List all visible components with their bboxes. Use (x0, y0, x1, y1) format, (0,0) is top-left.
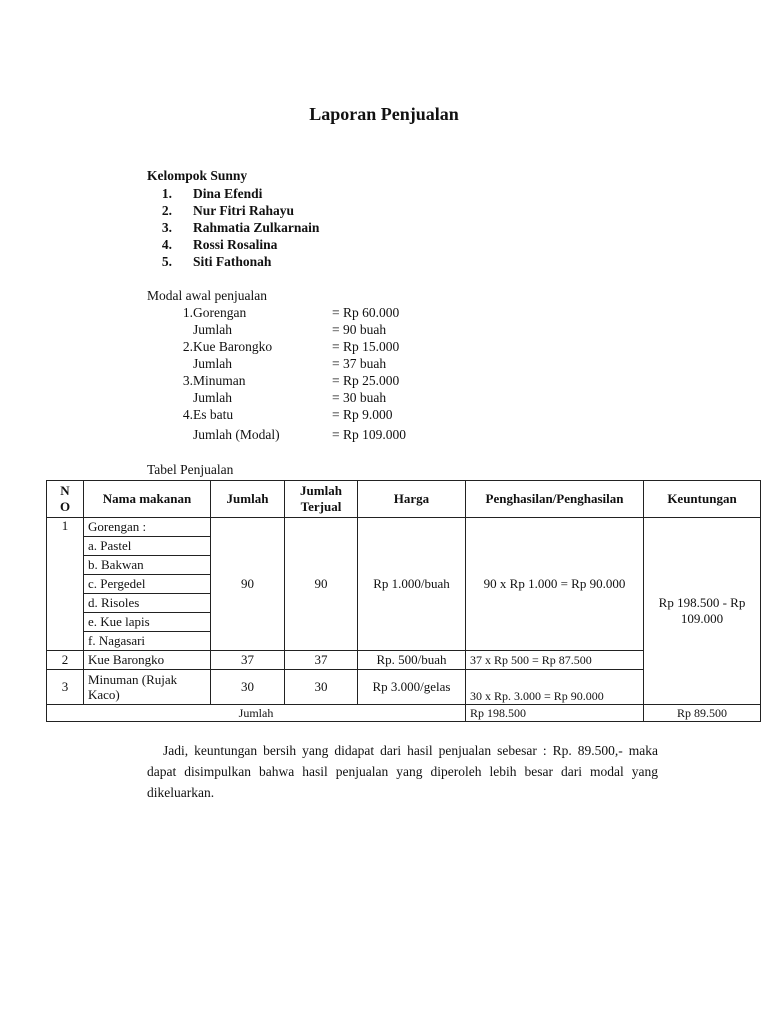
conclusion-paragraph: Jadi, keuntungan bersih yang didapat dari hasil penjualan sebesar : Rp. 89.500,- maka dapat disimpulkan bahwa hasil penjualan yang diperoleh lebih besar dari modal yang dikeluarkan. (147, 743, 658, 800)
footer-keuntungan: Rp 89.500 (644, 705, 761, 722)
modal-item: 4. Es batu = Rp 9.000 (182, 407, 393, 422)
table-footer-row (47, 705, 761, 722)
modal-total-value: = Rp 109.000 (332, 427, 406, 442)
subitem-name: b. Bakwan (84, 556, 211, 575)
row-jumlah: 30 (211, 670, 285, 705)
table-header-row (47, 481, 761, 518)
header-no: N O (47, 481, 84, 518)
subitem-name: d. Risoles (84, 594, 211, 613)
sales-table (46, 480, 761, 722)
header-keuntungan: Keuntungan (644, 481, 761, 518)
modal-item-name: Gorengan (193, 305, 247, 320)
member-list (147, 185, 319, 270)
row-jumlah: 37 (211, 651, 285, 670)
row-terjual: 30 (285, 670, 358, 705)
modal-item-name: Kue Barongko (193, 339, 273, 354)
table-row (47, 518, 761, 537)
row-name: Gorengan : (84, 518, 211, 537)
subitem-name: f. Nagasari (84, 632, 211, 651)
modal-section (147, 287, 406, 443)
row-terjual: 90 (285, 518, 358, 651)
header-name: Nama makanan (84, 481, 211, 518)
row-name: Minuman (Rujak Kaco) (84, 670, 211, 705)
row-name: Kue Barongko (84, 651, 211, 670)
header-jumlah: Jumlah (211, 481, 285, 518)
member-name: Siti Fathonah (193, 254, 272, 269)
row-terjual: 37 (285, 651, 358, 670)
row-penghasilan: 37 x Rp 500 = Rp 87.500 (466, 651, 644, 670)
header-harga: Harga (358, 481, 466, 518)
member-name: Nur Fitri Rahayu (193, 203, 295, 218)
modal-item-name: Es batu (193, 407, 234, 422)
member-name: Dina Efendi (193, 186, 263, 201)
subitem-name: c. Pergedel (84, 575, 211, 594)
modal-total (147, 426, 406, 443)
group-name: Kelompok Sunny (147, 168, 248, 183)
subitem-name: a. Pastel (84, 537, 211, 556)
member-name: Rahmatia Zulkarnain (193, 220, 320, 235)
row-harga: Rp. 500/buah (358, 651, 466, 670)
row-penghasilan: 30 x Rp. 3.000 = Rp 90.000 (466, 670, 644, 705)
row-harga: Rp 1.000/buah (358, 518, 466, 651)
header-terjual: Jumlah Terjual (285, 481, 358, 518)
member-item: 3. Rahmatia Zulkarnain (161, 220, 320, 235)
subitem-name: e. Kue lapis (84, 613, 211, 632)
modal-item-qty: Jumlah = 90 buah (193, 322, 387, 337)
row-keuntungan: Rp 198.500 - Rp 109.000 (644, 518, 761, 705)
row-no: 2 (47, 651, 84, 670)
modal-item: 1. Gorengan = Rp 60.000 (182, 305, 400, 320)
member-item: 5. Siti Fathonah (161, 254, 272, 269)
modal-item-price: = Rp 25.000 (332, 373, 400, 388)
row-penghasilan: 90 x Rp 1.000 = Rp 90.000 (466, 518, 644, 651)
row-no: 3 (47, 670, 84, 705)
modal-item-price: = Rp 15.000 (332, 339, 400, 354)
member-item: 4. Rossi Rosalina (161, 237, 278, 252)
header-penghasilan: Penghasilan/Penghasilan (466, 481, 644, 518)
modal-item-price: = Rp 9.000 (332, 407, 393, 422)
modal-item: 2. Kue Barongko = Rp 15.000 (182, 339, 400, 354)
footer-penghasilan: Rp 198.500 (466, 705, 644, 722)
document-title: Laporan Penjualan (309, 104, 459, 124)
group-section (147, 167, 319, 270)
row-harga: Rp 3.000/gelas (358, 670, 466, 705)
modal-total-label: Jumlah (Modal) (193, 427, 280, 442)
modal-item-price: = Rp 60.000 (332, 305, 400, 320)
modal-item-qty: Jumlah = 37 buah (193, 356, 387, 371)
modal-heading: Modal awal penjualan (147, 288, 267, 303)
member-item: 1. Dina Efendi (161, 186, 263, 201)
modal-item-qty: Jumlah = 30 buah (193, 390, 387, 405)
modal-item-name: Minuman (193, 373, 246, 388)
modal-item: 3. Minuman = Rp 25.000 (182, 373, 400, 388)
row-jumlah: 90 (211, 518, 285, 651)
row-no: 1 (47, 518, 84, 651)
member-name: Rossi Rosalina (193, 237, 278, 252)
member-item: 2. Nur Fitri Rahayu (161, 203, 295, 218)
footer-label: Jumlah (47, 705, 466, 722)
table-caption: Tabel Penjualan (147, 462, 234, 477)
